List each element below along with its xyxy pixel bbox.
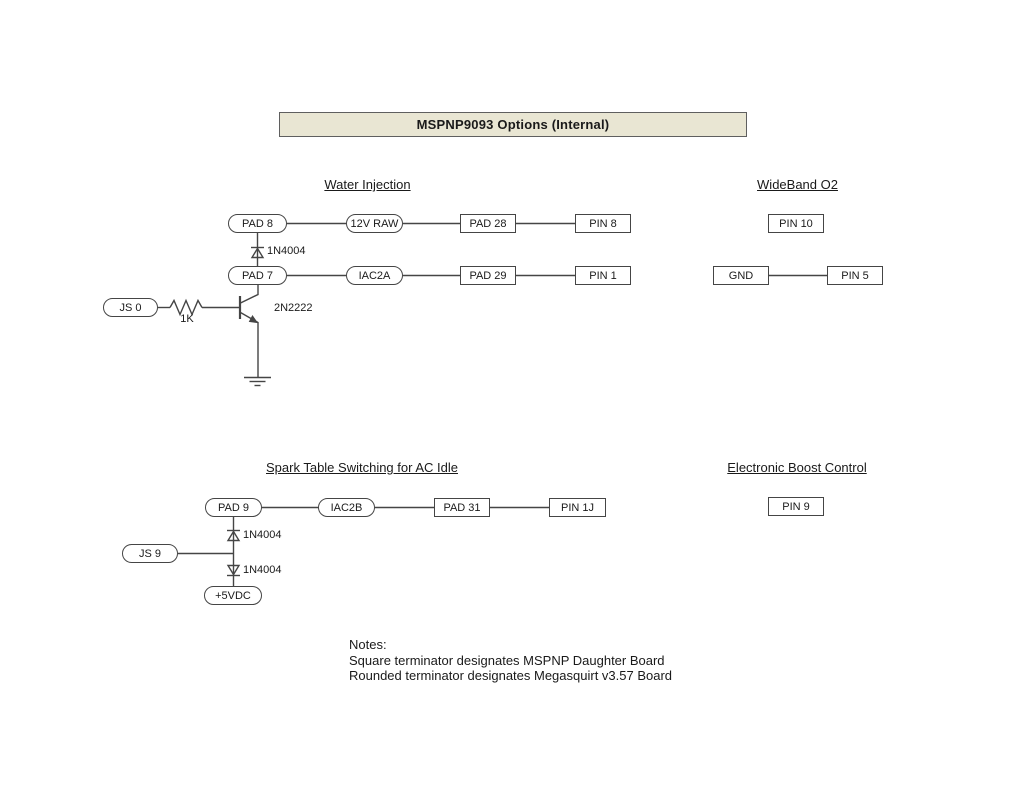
terminal-iac2a: IAC2A [346, 266, 403, 285]
notes-heading: Notes: [349, 637, 387, 652]
section-heading-boost-control: Electronic Boost Control [727, 460, 867, 475]
section-heading-wideband-o2: WideBand O2 [757, 177, 838, 192]
terminal-pin-5: PIN 5 [827, 266, 883, 285]
transistor-circuit [158, 285, 258, 378]
terminal-pad-9: PAD 9 [205, 498, 262, 517]
terminal-js-9: JS 9 [122, 544, 178, 563]
schematic-title: MSPNP9093 Options (Internal) [279, 112, 747, 137]
terminal-pin-10: PIN 10 [768, 214, 824, 233]
terminal-plus-5vdc: +5VDC [204, 586, 262, 605]
transistor-collector [241, 285, 259, 303]
terminal-pin-8: PIN 8 [575, 214, 631, 233]
terminal-pad-28: PAD 28 [460, 214, 516, 233]
transistor-label: 2N2222 [274, 302, 313, 314]
section-heading-water-injection: Water Injection [324, 177, 411, 192]
diode-label-spark-lower: 1N4004 [243, 564, 282, 576]
resistor-label: 1K [180, 313, 194, 325]
emitter-arrowhead [250, 316, 258, 323]
notes-line-rounded: Rounded terminator designates Megasquirt v3.57 Board [349, 668, 673, 683]
terminal-pad-7: PAD 7 [228, 266, 287, 285]
diode-label-water: 1N4004 [267, 245, 306, 257]
terminal-pad-31: PAD 31 [434, 498, 490, 517]
terminal-12v-raw: 12V RAW [346, 214, 403, 233]
terminal-iac2b: IAC2B [318, 498, 375, 517]
ground-symbol [244, 378, 271, 386]
terminal-pin-1: PIN 1 [575, 266, 631, 285]
terminal-js-0: JS 0 [103, 298, 158, 317]
terminal-gnd: GND [713, 266, 769, 285]
terminal-pin-1j: PIN 1J [549, 498, 606, 517]
notes-line-square: Square terminator designates MSPNP Daughter Board [349, 652, 665, 668]
diode-label-spark-upper: 1N4004 [243, 529, 282, 541]
terminal-pin-9: PIN 9 [768, 497, 824, 516]
terminal-pad-8: PAD 8 [228, 214, 287, 233]
terminal-pad-29: PAD 29 [460, 266, 516, 285]
section-heading-spark-table: Spark Table Switching for AC Idle [266, 460, 458, 475]
